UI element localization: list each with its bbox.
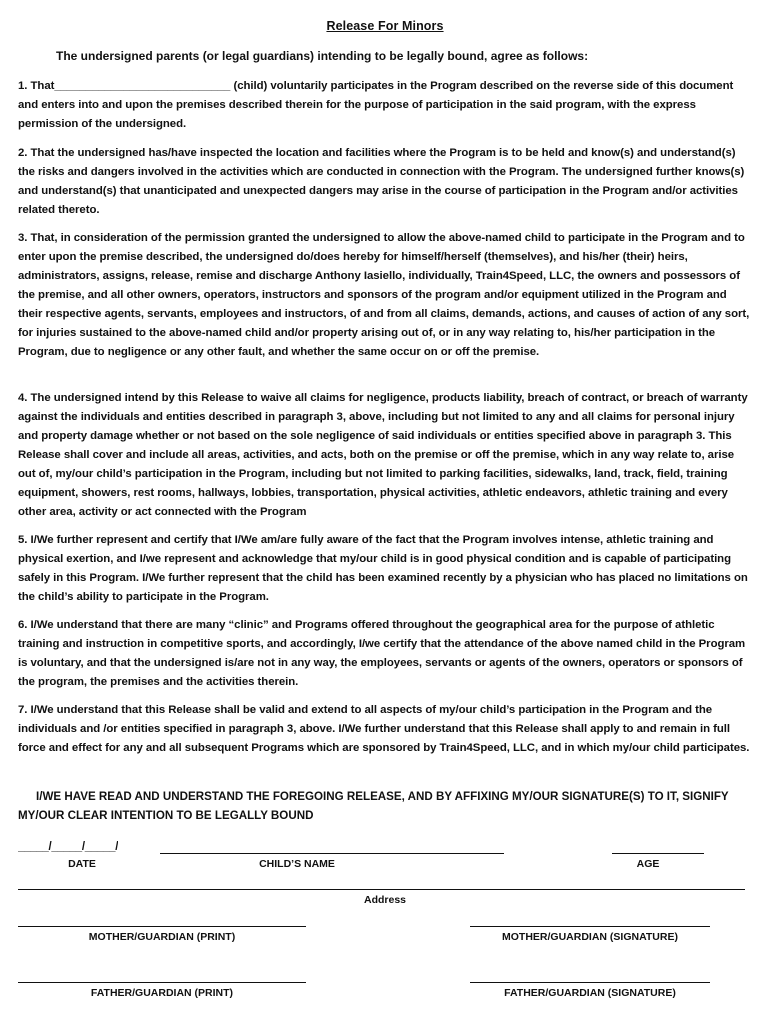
paragraph-6: 6. I/We understand that there are many “clinic” and Programs offered throughout the geographical area for the purpose of athletic training and instruction in competitive sports, and accordingly, I/we certify that the attendance of the above named child in the Program is voluntary, and that the undersigned is/are not in any way, the employees, servants or agents of the owners, operators or sponsors of the program, the premises and the activities therein. (18, 619, 746, 688)
mother-signature-field[interactable] (470, 926, 710, 927)
date-label: DATE (68, 858, 96, 870)
paragraph-4: 4. The undersigned intend by this Release to waive all claims for negligence, products liability, breach of contract, or breach of warranty against the individuals and entities described in paragraph 3, above, including but not limited to any and all claims for personal injury and property damage whether or not based on the sole negligence of said individuals or entities specified above in paragraph 3. This Release shall cover and include all areas, activities, and acts, both on the premise or off the premise, which in any way relate to, arise out of, my/our child’s participation in the Program, including but not limited to parking facilities, sidewalks, land, track, field, training equipment, showers, rest rooms, hallways, lobbies, transportation, physical activities, athletic endeavors, athletic training and every other area, activity or act connected with the Program (18, 392, 748, 518)
father-print-label: FATHER/GUARDIAN (PRINT) (90, 987, 234, 999)
father-print-field[interactable] (18, 982, 306, 983)
date-field[interactable]: _____/_____/_____/ (18, 841, 119, 853)
child-name-field[interactable] (160, 853, 504, 854)
paragraph-5: 5. I/We further represent and certify that I/We am/are fully aware of the fact that the Program involves intense, athletic training and physical exertion, and I/we represent and acknowledge that my/our child is in good physical condition and is capable of participating safely in this Program. I/We further represent that the child has been examined recently by a physician who has placed no limitations on the child’s ability to participate in the Program. (18, 534, 748, 603)
paragraph-7: 7. I/We understand that this Release shall be valid and extend to all aspects of my/our child’s participation in the Program and the individuals and /or entities specified in paragraph 3, above. I/We further understand that this Release shall apply to and remain in full force and effect for any and all subsequent Programs which are sponsored by Train4Speed, LLC, and in which my/our child participates. (18, 704, 750, 754)
age-field[interactable] (612, 853, 704, 854)
age-label: AGE (636, 858, 660, 870)
father-signature-label: FATHER/GUARDIAN (SIGNATURE) (504, 987, 676, 999)
father-signature-field[interactable] (470, 982, 710, 983)
mother-print-field[interactable] (18, 926, 306, 927)
intro-paragraph: The undersigned parents (or legal guardians) intending to be legally bound, agree as follows: (56, 49, 589, 63)
declaration-statement: I/WE HAVE READ AND UNDERSTAND THE FOREGOING RELEASE, AND BY AFFIXING MY/OUR SIGNATURE(S) TO IT, SIGNIFY MY/OUR CLEAR INTENTION TO BE LEGALLY BOUND (18, 790, 729, 822)
paragraph-3: 3. That, in consideration of the permission granted the undersigned to allow the above-named child to participate in the Program and to enter upon the premise described, the undersigned do/does hereby for himself/herself (themselves), and his/her (their) heirs, administrators, assigns, release, remise and discharge Anthony Iasiello, individually, Train4Speed, LLC, the owners and possessors of the premise, and all other owners, operators, instructors and sponsors of the program and/or equipment utilized in the Program and their respective agents, servants, employees and instructors, of and from all claims, demands, actions, and causes of action of any sort, for injuries sustained to the above-named child and/or property arising out of, or in any way relating to, his/her participation in the Program, due to negligence or any other fault, and whether the same occur on or off the premise. (18, 232, 750, 358)
paragraph-2: 2. That the undersigned has/have inspected the location and facilities where the Program is to be held and know(s) and understand(s) the risks and dangers involved in the activities which are conducted in connection with the Program. The undersigned further knows(s) and understand(s) that unanticipated and unexpected dangers may arise in the course of participation in the Program and/or activities related thereto. (18, 147, 745, 216)
child-name-label: CHILD’S NAME (259, 858, 335, 870)
mother-signature-label: MOTHER/GUARDIAN (SIGNATURE) (502, 931, 678, 943)
mother-print-label: MOTHER/GUARDIAN (PRINT) (88, 931, 236, 943)
address-field[interactable] (18, 889, 745, 890)
address-label: Address (363, 894, 406, 906)
paragraph-1: 1. That____________________________ (child) voluntarily participates in the Program described on the reverse side of this document and enters into and upon the premises described therein for the purpose of participation in the said program, with the express permission of the undersigned. (18, 80, 734, 130)
document-title: Release For Minors (326, 19, 444, 33)
